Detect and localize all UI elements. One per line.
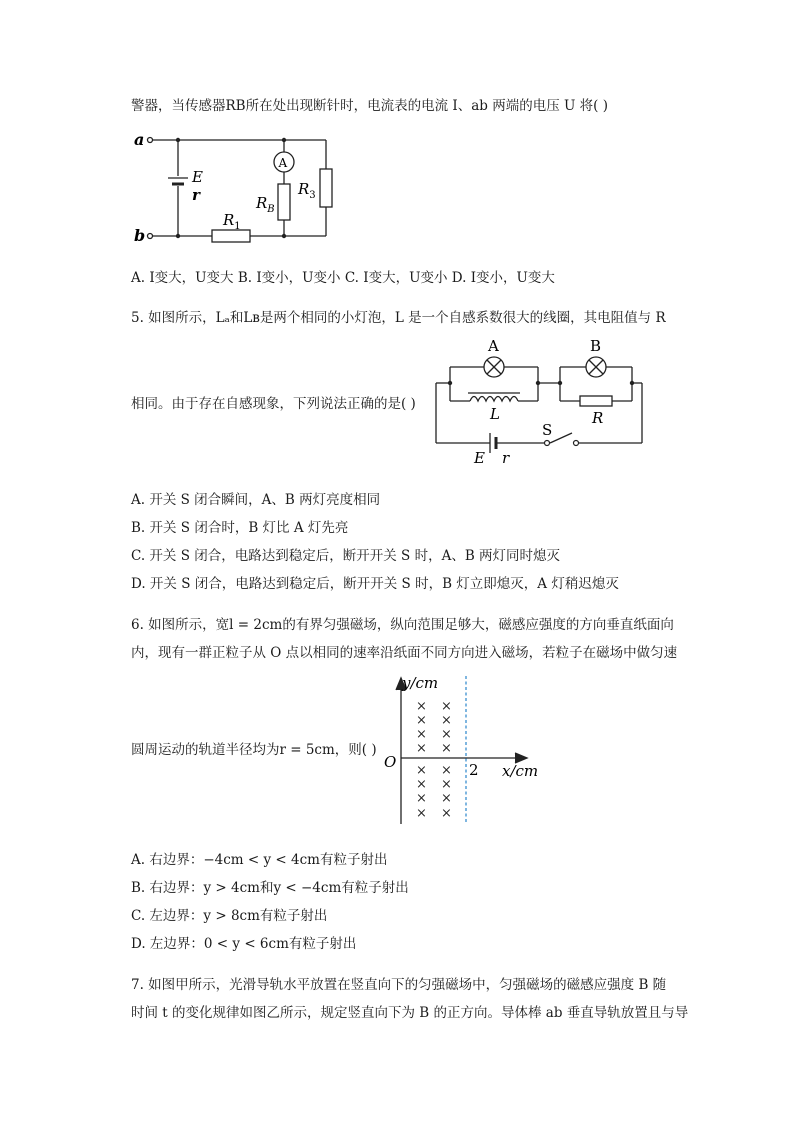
- field-cross: ×: [441, 791, 452, 806]
- q6-x-axis-label: x/cm: [502, 762, 539, 780]
- q4-stem-tail: 警器，当传感器RB所在处出现断针时，电流表的电流 I、ab 两端的电压 U 将( ): [131, 98, 608, 114]
- q5-label-r-small: r: [502, 449, 510, 467]
- q5-circuit-figure: [430, 335, 650, 469]
- q6-stem-line3: 圆周运动的轨道半径均为r = 5cm，则( ): [131, 742, 377, 758]
- q7-stem-line1: 7. 如图甲所示，光滑导轨水平放置在竖直向下的匀强磁场中，匀强磁场的磁感应强度 B 随: [131, 977, 667, 993]
- q4-label-r: r: [192, 186, 200, 204]
- field-cross: ×: [441, 777, 452, 792]
- q5-label-e: E: [474, 449, 485, 467]
- q5-option-b: B. 开关 S 闭合时，B 灯比 A 灯先亮: [131, 520, 349, 536]
- q5-option-d: D. 开关 S 闭合，电路达到稳定后，断开开关 S 时，B 灯立即熄灭，A 灯稍迟熄灭: [131, 576, 619, 592]
- q6-option-a: A. 右边界：−4cm < y < 4cm有粒子射出: [131, 852, 388, 868]
- q4-label-r3: $R_3$: [298, 180, 316, 201]
- q6-stem-line1: 6. 如图所示，宽l = 2cm的有界匀强磁场，纵向范围足够大，磁感应强度的方向垂直纸面向: [131, 617, 674, 633]
- q4-terminal-b: b: [134, 226, 146, 245]
- q6-stem-line2: 内，现有一群正粒子从 O 点以相同的速率沿纸面不同方向进入磁场，若粒子在磁场中做匀速: [131, 645, 678, 661]
- field-cross: ×: [416, 791, 427, 806]
- field-cross: ×: [416, 699, 427, 714]
- field-cross: ×: [416, 727, 427, 742]
- q5-stem-line1: 5. 如图所示，Lₐ和Lʙ是两个相同的小灯泡，L 是一个自感系数很大的线圈，其电阻值与 R: [131, 310, 666, 326]
- field-cross: ×: [441, 713, 452, 728]
- q6-tick-2: 2: [469, 761, 479, 779]
- q5-stem-line2: 相同。由于存在自感现象，下列说法正确的是( ): [131, 396, 416, 412]
- field-cross: ×: [441, 806, 452, 821]
- q6-y-axis-label: y/cm: [402, 674, 439, 692]
- q5-label-l: L: [490, 405, 500, 423]
- q5-label-r: R: [592, 409, 604, 427]
- q6-origin-label: O: [384, 753, 397, 771]
- field-cross: ×: [416, 713, 427, 728]
- q6-option-d: D. 左边界：0 < y < 6cm有粒子射出: [131, 936, 357, 952]
- q4-label-r1: $R_1$: [223, 211, 241, 232]
- q6-field-crosses: [416, 699, 452, 821]
- q4-options: A. I变大，U变大 B. I变小，U变小 C. I变大，U变小 D. I变小，U变大: [131, 270, 555, 286]
- q5-option-a: A. 开关 S 闭合瞬间，A、B 两灯亮度相同: [131, 492, 381, 508]
- field-cross: ×: [441, 741, 452, 756]
- field-cross: ×: [416, 806, 427, 821]
- field-cross: ×: [416, 763, 427, 778]
- q5-label-b: B: [590, 337, 602, 355]
- q4-label-e: E: [192, 168, 203, 186]
- q7-stem-line2: 时间 t 的变化规律如图乙所示，规定竖直向下为 B 的正方向。导体棒 ab 垂直导轨放置且与导: [131, 1005, 689, 1021]
- q6-option-b: B. 右边界：y > 4cm和y < −4cm有粒子射出: [131, 880, 409, 896]
- field-cross: ×: [441, 699, 452, 714]
- field-cross: ×: [441, 763, 452, 778]
- q5-option-c: C. 开关 S 闭合，电路达到稳定后，断开开关 S 时，A、B 两灯同时熄灭: [131, 548, 561, 564]
- q4-ammeter-label: A: [278, 156, 288, 170]
- q4-terminal-a: a: [134, 130, 145, 149]
- q6-field-figure: [378, 672, 543, 828]
- q6-option-c: C. 左边界：y > 8cm有粒子射出: [131, 908, 328, 924]
- q5-label-a: A: [488, 337, 499, 355]
- field-cross: ×: [416, 777, 427, 792]
- q5-label-s: S: [542, 421, 553, 439]
- q4-label-rb: $R_B$: [256, 194, 275, 215]
- q4-circuit-figure: [128, 126, 338, 248]
- field-cross: ×: [416, 741, 427, 756]
- field-cross: ×: [441, 727, 452, 742]
